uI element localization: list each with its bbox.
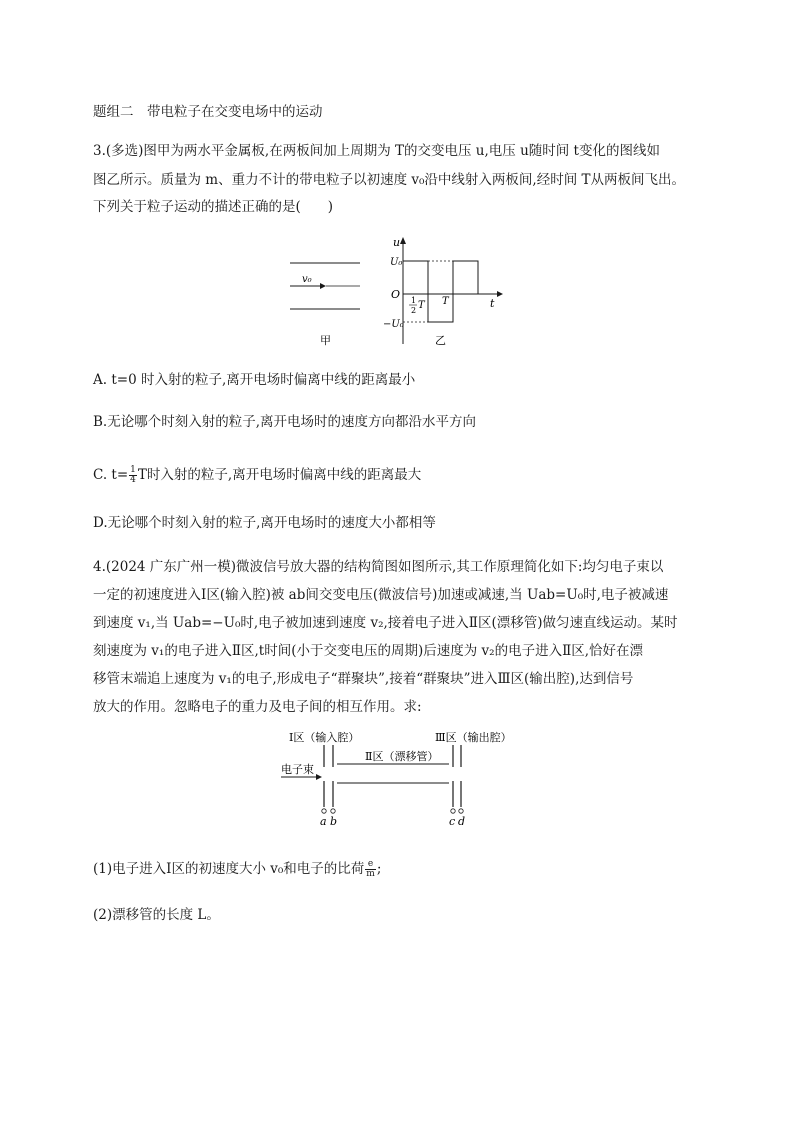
label-a: a [320, 815, 327, 828]
figure-yi [383, 236, 503, 347]
zone1-label: Ⅰ区（输入腔） [289, 731, 360, 744]
q4-sub1-fraction [365, 860, 376, 879]
label-b: b [330, 815, 338, 828]
q4-figure [275, 725, 535, 830]
q4-sub1-suffix: ; [376, 861, 382, 877]
q4-sub1-frac-den: m [366, 869, 375, 879]
axis-u-label: u [393, 236, 401, 249]
label-c: c [449, 815, 456, 828]
q4-line-5: 移管末端追上速度为 v₁的电子,形成电子“群聚块”,接着“群聚块”进入Ⅲ区(输出腔),达到信号 [93, 671, 634, 687]
tick-half-T: T [418, 300, 425, 311]
tick-T: T [442, 296, 449, 307]
zone2-label: Ⅱ区（漂移管） [365, 750, 439, 763]
terminal-c [451, 809, 455, 813]
zone3-label: Ⅲ区（输出腔） [435, 731, 512, 744]
beam-arrowhead [316, 774, 322, 780]
axis-t-label: t [490, 297, 495, 310]
terminal-b [331, 809, 335, 813]
q4-line-2: 一定的初速度进入Ⅰ区(输入腔)被 ab间交变电压(微波信号)加速或减速,当 Uab=U₀时,电子被减速 [93, 587, 669, 603]
q4-sub1-frac-num: e [365, 860, 376, 870]
q4-sub2: (2)漂移管的长度 L。 [93, 907, 220, 923]
q4-line-6: 放大的作用。忽略电子的重力及电子间的相互作用。求: [93, 699, 422, 715]
caption-yi: 乙 [435, 334, 446, 347]
tick-half-num: 1 [411, 296, 417, 305]
q4-line-1: 4.(2024 广东广州一模)微波信号放大器的结构简图如图所示,其工作原理简化如下:均匀电子束以 [93, 559, 664, 575]
option-c [93, 464, 421, 486]
q4-line-4: 刻速度为 v₁的电子进入Ⅱ区,t时间(小于交变电压的周期)后速度为 v₂的电子进入Ⅱ区,恰好在漂 [93, 643, 644, 659]
q4-sub1 [93, 858, 381, 880]
terminal-a [322, 809, 326, 813]
t-axis-arrow [497, 291, 503, 297]
option-c-suffix: T时入射的粒子,离开电场时偏离中线的距离最大 [137, 467, 422, 483]
figure-jia [290, 263, 360, 347]
section-title: 题组二 带电粒子在交变电场中的运动 [93, 104, 323, 120]
q3-line-1: 3.(多选)图甲为两水平金属板,在两板间加上周期为 T的交变电压 u,电压 u随时间 t变化的图线如 [93, 143, 660, 159]
tick-U0: U₀ [390, 257, 403, 268]
origin-label: O [391, 288, 401, 301]
caption-jia: 甲 [320, 334, 331, 347]
label-d: d [458, 815, 466, 828]
option-d: D.无论哪个时刻入射的粒子,离开电场时的速度大小都相等 [93, 515, 436, 531]
tick-negU0: −U₀ [383, 319, 404, 330]
beam-arrowhead [320, 283, 326, 289]
terminal-d [459, 809, 463, 813]
option-c-frac-num: 1 [130, 465, 136, 475]
option-b: B.无论哪个时刻入射的粒子,离开电场时的速度方向都沿水平方向 [93, 414, 477, 430]
option-a: A. t=0 时入射的粒子,离开电场时偏离中线的距离最小 [93, 372, 416, 388]
tick-half-den: 2 [411, 306, 417, 315]
u-axis-arrow [400, 237, 406, 244]
q4-sub1-prefix: (1)电子进入Ⅰ区的初速度大小 v₀和电子的比荷 [93, 861, 365, 877]
q3-line-3: 下列关于粒子运动的描述正确的是( ) [93, 199, 334, 215]
v0-label: v₀ [302, 274, 312, 285]
q3-figure [280, 232, 520, 352]
option-c-fraction [129, 466, 137, 485]
option-c-prefix: C. t= [93, 467, 129, 483]
beam-label: 电子束 [281, 763, 314, 776]
q4-line-3: 到速度 v₁,当 Uab=−U₀时,电子被加速到速度 v₂,接着电子进入Ⅱ区(漂移管)做匀速直线运动。某时 [93, 615, 678, 631]
option-c-frac-den: 4 [130, 475, 136, 485]
q3-line-2: 图乙所示。质量为 m、重力不计的带电粒子以初速度 v₀沿中线射入两板间,经时间 T从两板间飞出。 [93, 172, 686, 188]
